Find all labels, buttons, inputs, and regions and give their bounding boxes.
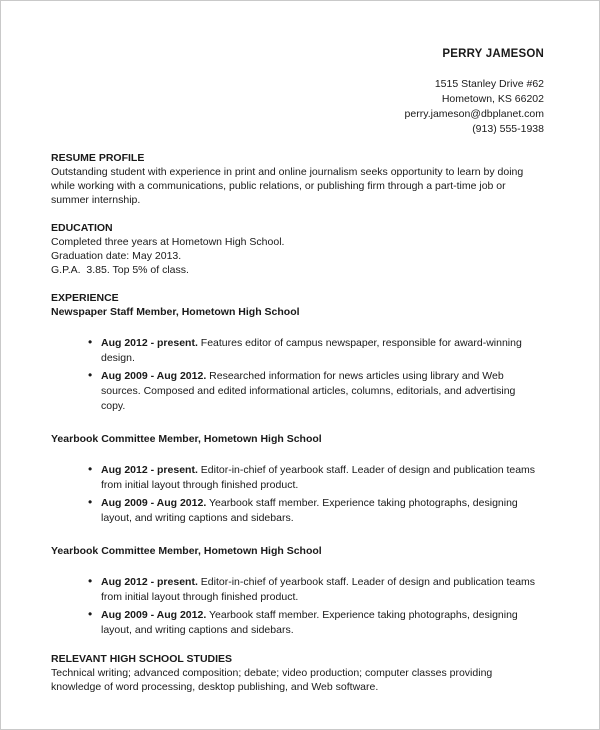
bullet-description: Features editor of campus newspaper, responsible for award-winning design. — [101, 337, 522, 364]
address-street: 1515 Stanley Drive #62 — [434, 78, 544, 90]
job-bullet — [101, 575, 542, 605]
job-title: Newspaper Staff Member, Hometown High School — [51, 306, 300, 318]
job-title: Yearbook Committee Member, Hometown High School — [51, 545, 322, 557]
profile-paragraph: Outstanding student with experience in print and online journalism seeks opportunity to learn by doing while working with a communications, public relations, or publishing firm through a part-time job or summer internship. — [51, 166, 524, 206]
bullet-date-range: Aug 2009 - Aug 2012. — [101, 609, 207, 621]
section-heading-resume-profile: RESUME PROFILE — [51, 152, 145, 164]
bullet-date-range: Aug 2012 - present. — [101, 464, 198, 476]
section-heading-experience: EXPERIENCE — [51, 292, 119, 304]
experience-job — [51, 544, 544, 638]
job-bullet-list — [51, 336, 544, 414]
job-bullet — [101, 496, 542, 526]
experience-job — [51, 305, 544, 414]
section-heading-education: EDUCATION — [51, 222, 113, 234]
education-line: G.P.A. 3.85. Top 5% of class. — [51, 264, 189, 276]
bullet-date-range: Aug 2009 - Aug 2012. — [101, 497, 207, 509]
job-title: Yearbook Committee Member, Hometown High School — [51, 433, 322, 445]
phone-number: (913) 555-1938 — [472, 123, 544, 135]
section-heading-relevant-studies: RELEVANT HIGH SCHOOL STUDIES — [51, 653, 233, 665]
education-line: Graduation date: May 2013. — [51, 250, 182, 262]
contact-block — [51, 77, 544, 137]
address-city: Hometown, KS 66202 — [441, 93, 544, 105]
section-experience — [51, 291, 544, 638]
experience-job — [51, 432, 544, 526]
candidate-name: PERRY JAMESON — [442, 48, 544, 60]
section-education — [51, 221, 544, 277]
job-bullet — [101, 369, 542, 414]
section-relevant-studies — [51, 652, 544, 694]
bullet-description: Researched information for news articles using library and Web sources. Composed and edited informational articles, columns, editorials, and advertising copy. — [101, 370, 516, 412]
education-line: Completed three years at Hometown High School. — [51, 236, 285, 248]
resume-content — [1, 1, 599, 694]
bullet-date-range: Aug 2012 - present. — [101, 337, 198, 349]
bullet-description: Yearbook staff member. Experience taking photographs, designing layout, and writing captions and sidebars. — [101, 609, 518, 636]
bullet-date-range: Aug 2012 - present. — [101, 576, 198, 588]
job-bullet-list — [51, 575, 544, 638]
bullet-description: Editor-in-chief of yearbook staff. Leader of design and publication teams from initial layout through finished product. — [101, 464, 536, 491]
resume-header — [51, 47, 544, 137]
bullet-description: Yearbook staff member. Experience taking photographs, designing layout, and writing captions and sidebars. — [101, 497, 518, 524]
job-bullet — [101, 336, 542, 366]
job-bullet — [101, 608, 542, 638]
section-resume-profile — [51, 151, 544, 207]
email-address: perry.jameson@dbplanet.com — [404, 108, 544, 120]
studies-paragraph: Technical writing; advanced composition; debate; video production; computer classes providing knowledge of word processing, desktop publishing, and Web software. — [51, 667, 493, 693]
bullet-description: Editor-in-chief of yearbook staff. Leader of design and publication teams from initial layout through finished product. — [101, 576, 536, 603]
job-bullet-list — [51, 463, 544, 526]
job-bullet — [101, 463, 542, 493]
bullet-date-range: Aug 2009 - Aug 2012. — [101, 370, 207, 382]
